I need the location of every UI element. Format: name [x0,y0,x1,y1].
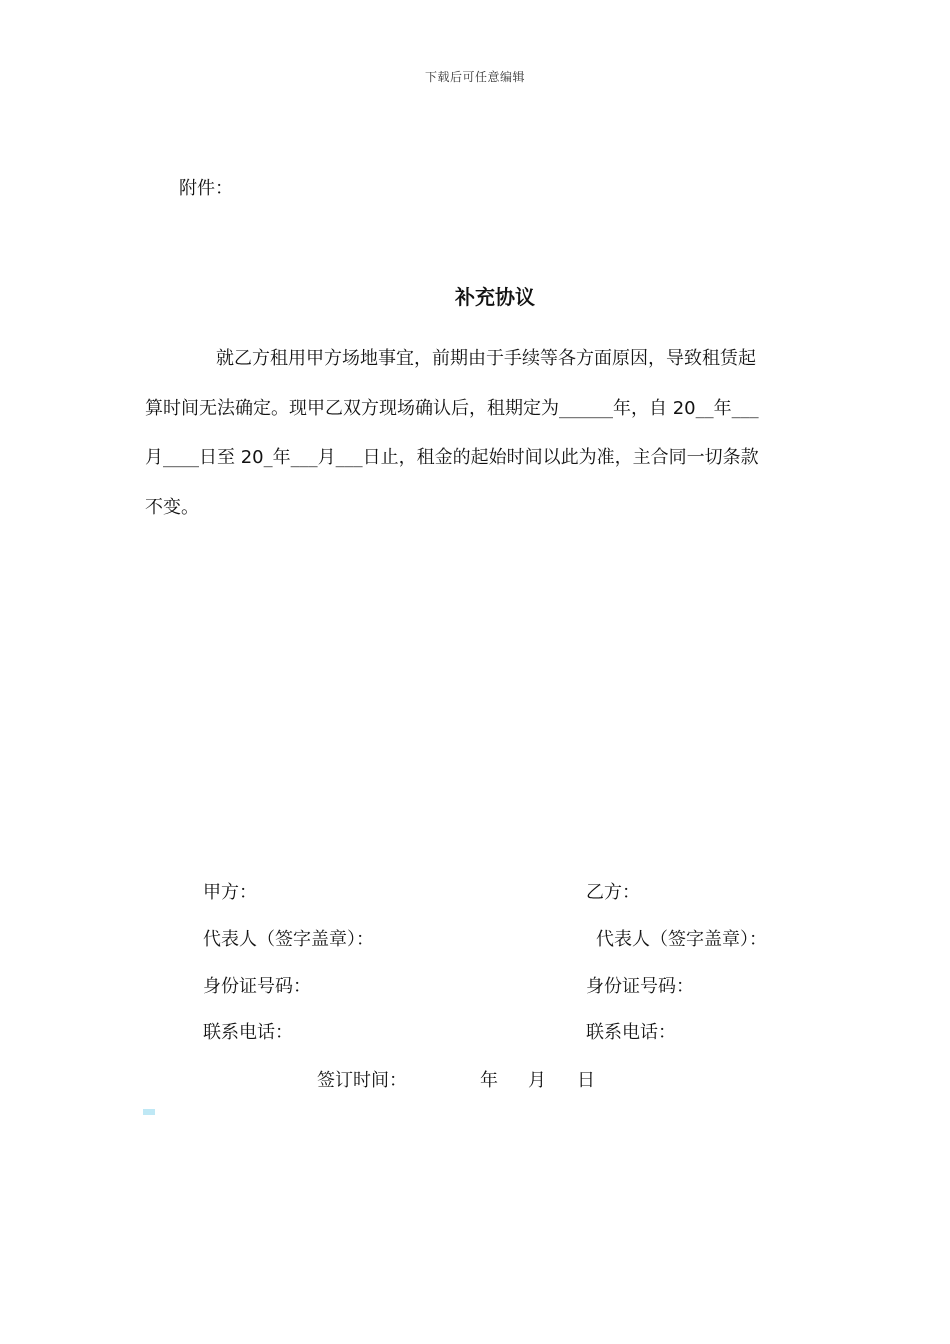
party-b-representative-label: 代表人（签字盖章）： [596,929,767,950]
body-paragraph-line [145,443,759,469]
body-paragraph-line: 就乙方租用甲方场地事宜，前期由于手续等各方面原因，导致租赁起 [216,348,756,369]
header-note: 下载后可任意编辑 [424,70,525,84]
body-text: _年___月___日止，租金的起始时间以此为准，主合同一切条款 [263,447,759,468]
party-b-id-label: 身份证号码： [586,976,694,997]
body-paragraph-line: 不变。 [145,497,199,518]
party-a-phone-label: 联系电话： [203,1022,293,1043]
party-a-label: 甲方： [203,882,257,903]
body-year-prefix: 20 [240,447,264,468]
body-text: 算时间无法确定。现甲乙双方现场确认后，租期定为______年，自 [145,398,673,419]
sign-date-year-unit: 年 [480,1070,498,1091]
sign-date-day-unit: 日 [577,1070,595,1091]
attachment-label: 附件： [179,178,233,199]
party-b-label: 乙方： [586,882,640,903]
body-text: __年___ [695,398,759,419]
body-paragraph-line [145,394,759,420]
document-title: 补充协议 [455,285,535,309]
highlight-marker [143,1109,155,1115]
sign-date-month-unit: 月 [528,1070,546,1091]
body-text: 月____日至 [145,447,241,468]
party-a-id-label: 身份证号码： [203,976,311,997]
body-year-prefix: 20 [672,398,696,419]
party-b-phone-label: 联系电话： [586,1022,676,1043]
sign-date-label: 签订时间： [317,1070,407,1091]
party-a-representative-label: 代表人（签字盖章）： [203,929,374,950]
